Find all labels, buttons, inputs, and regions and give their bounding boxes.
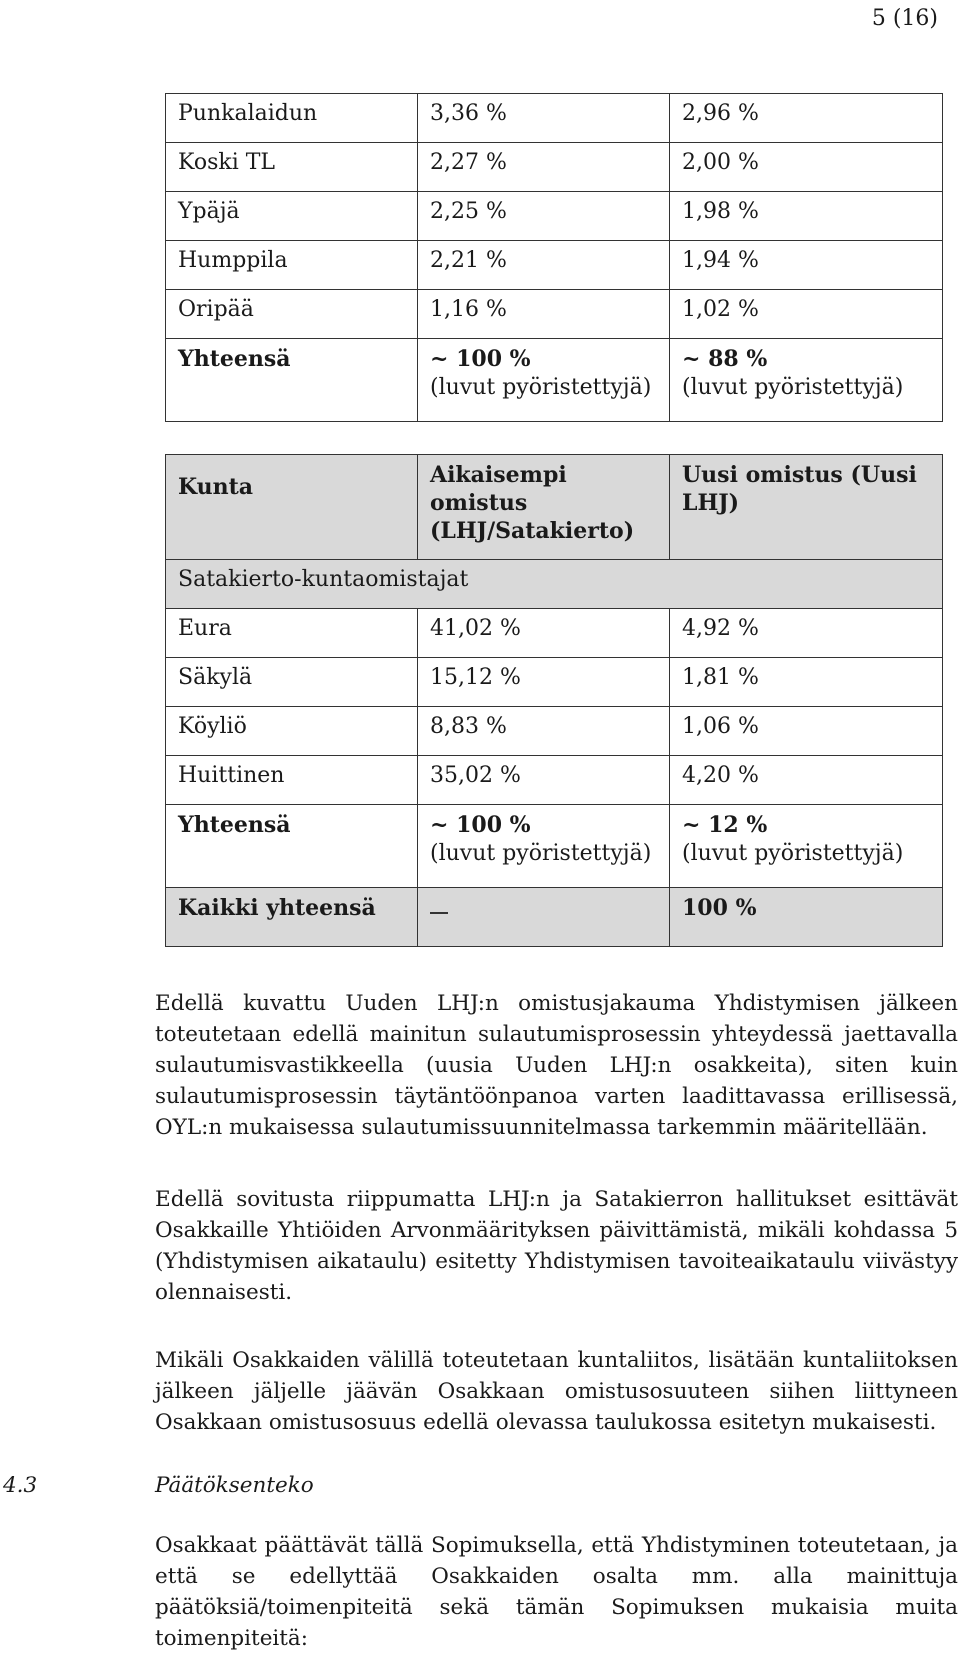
header-kunta: Kunta bbox=[166, 455, 418, 560]
municipality-cell: Punkalaidun bbox=[166, 94, 418, 143]
section-label: Satakierto-kuntaomistajat bbox=[166, 560, 943, 609]
table-row bbox=[166, 143, 943, 192]
header-new-ownership: Uusi omistus (Uusi LHJ) bbox=[670, 455, 943, 560]
total-new-cell bbox=[670, 805, 943, 888]
new-share-cell: 4,20 % bbox=[670, 756, 943, 805]
total-new-note: (luvut pyöristettyjä) bbox=[682, 841, 904, 866]
grand-total-value: 100 % bbox=[670, 888, 943, 947]
new-share-cell: 1,06 % bbox=[670, 707, 943, 756]
old-share-cell: 15,12 % bbox=[418, 658, 670, 707]
paragraph: Mikäli Osakkaiden välillä toteutetaan kuntaliitos, lisätään kuntaliitoksen jälkeen jäljelle jäävän Osakkaan omistusosuuteen siihen liittyneen Osakkaan omistusosuus edellä olevassa taulukossa esitetyn mukaisesti. bbox=[155, 1348, 958, 1435]
total-old-note: (luvut pyöristettyjä) bbox=[430, 841, 652, 866]
municipality-cell: Huittinen bbox=[166, 756, 418, 805]
section-number: 4.3 bbox=[3, 1473, 38, 1498]
new-share-cell: 2,96 % bbox=[670, 94, 943, 143]
grand-total-row bbox=[166, 888, 943, 947]
new-share-cell: 1,02 % bbox=[670, 290, 943, 339]
old-share-cell: 8,83 % bbox=[418, 707, 670, 756]
municipality-cell: Säkylä bbox=[166, 658, 418, 707]
new-share-cell: 1,81 % bbox=[670, 658, 943, 707]
total-label: Yhteensä bbox=[166, 805, 418, 888]
old-share-cell: 35,02 % bbox=[418, 756, 670, 805]
old-share-cell: 3,36 % bbox=[418, 94, 670, 143]
section-title: Päätöksenteko bbox=[155, 1473, 314, 1498]
total-new-note: (luvut pyöristettyjä) bbox=[682, 375, 904, 400]
old-share-cell: 1,16 % bbox=[418, 290, 670, 339]
total-old-cell bbox=[418, 805, 670, 888]
municipality-cell: Ypäjä bbox=[166, 192, 418, 241]
new-share-cell: 1,94 % bbox=[670, 241, 943, 290]
old-share-cell: 41,02 % bbox=[418, 609, 670, 658]
paragraph: Edellä sovitusta riippumatta LHJ:n ja Satakierron hallitukset esittävät Osakkaille Yhtiöiden Arvonmäärityksen päivittämistä, mikäli kohdassa 5 (Yhdistymisen aikataulu) esitetty Yhdistymisen tavoiteaikataulu viivästyy olennaisesti. bbox=[155, 1187, 958, 1305]
total-old-value: ~ 100 % bbox=[430, 812, 531, 838]
total-label: Yhteensä bbox=[166, 339, 418, 422]
page-number: 5 (16) bbox=[871, 6, 938, 31]
municipality-cell: Eura bbox=[166, 609, 418, 658]
table-row bbox=[166, 192, 943, 241]
old-share-cell: 2,21 % bbox=[418, 241, 670, 290]
grand-total-label: Kaikki yhteensä bbox=[166, 888, 418, 947]
total-new-cell bbox=[670, 339, 943, 422]
old-share-cell: 2,25 % bbox=[418, 192, 670, 241]
paragraph: Edellä kuvattu Uuden LHJ:n omistusjakauma Yhdistymisen jälkeen toteutetaan edellä mainitun sulautumisprosessin yhteydessä jaettavalla sulautumisvastikkeella (uusia Uuden LHJ:n osakkeita), siten kuin sulautumisprosessin täytäntöönpanoa varten laadittavassa erillisessä, OYL:n mukaisessa sulautumissuunnitelmassa tarkemmin määritellään. bbox=[155, 991, 958, 1140]
table-row bbox=[166, 658, 943, 707]
total-new-value: ~ 12 % bbox=[682, 812, 768, 838]
municipality-cell: Köyliö bbox=[166, 707, 418, 756]
new-share-cell: 2,00 % bbox=[670, 143, 943, 192]
paragraph: Osakkaat päättävät tällä Sopimuksella, että Yhdistyminen toteutetaan, ja että se edellyttää Osakkaiden osalta mm. alla mainittuja päätöksiä/toimenpiteitä sekä tämän Sopimuksen mukaisia muita toimenpiteitä: bbox=[155, 1533, 958, 1651]
section-row bbox=[166, 560, 943, 609]
total-new-value: ~ 88 % bbox=[682, 346, 768, 372]
old-share-cell: 2,27 % bbox=[418, 143, 670, 192]
table-row bbox=[166, 609, 943, 658]
total-old-value: ~ 100 % bbox=[430, 346, 531, 372]
new-share-cell: 4,92 % bbox=[670, 609, 943, 658]
table-row bbox=[166, 241, 943, 290]
total-row bbox=[166, 339, 943, 422]
table-row bbox=[166, 756, 943, 805]
municipality-cell: Oripää bbox=[166, 290, 418, 339]
municipality-cell: Humppila bbox=[166, 241, 418, 290]
total-old-cell bbox=[418, 339, 670, 422]
total-row bbox=[166, 805, 943, 888]
grand-total-dash bbox=[418, 888, 670, 947]
total-old-note: (luvut pyöristettyjä) bbox=[430, 375, 652, 400]
new-share-cell: 1,98 % bbox=[670, 192, 943, 241]
header-old-ownership: Aikaisempi omistus (LHJ/Satakierto) bbox=[418, 455, 670, 560]
header-row bbox=[166, 455, 943, 560]
ownership-table-satakierto bbox=[165, 454, 943, 947]
municipality-cell: Koski TL bbox=[166, 143, 418, 192]
table-row bbox=[166, 94, 943, 143]
table-row bbox=[166, 707, 943, 756]
ownership-table-lhj bbox=[165, 93, 943, 422]
table-row bbox=[166, 290, 943, 339]
dash-mark bbox=[430, 898, 448, 914]
